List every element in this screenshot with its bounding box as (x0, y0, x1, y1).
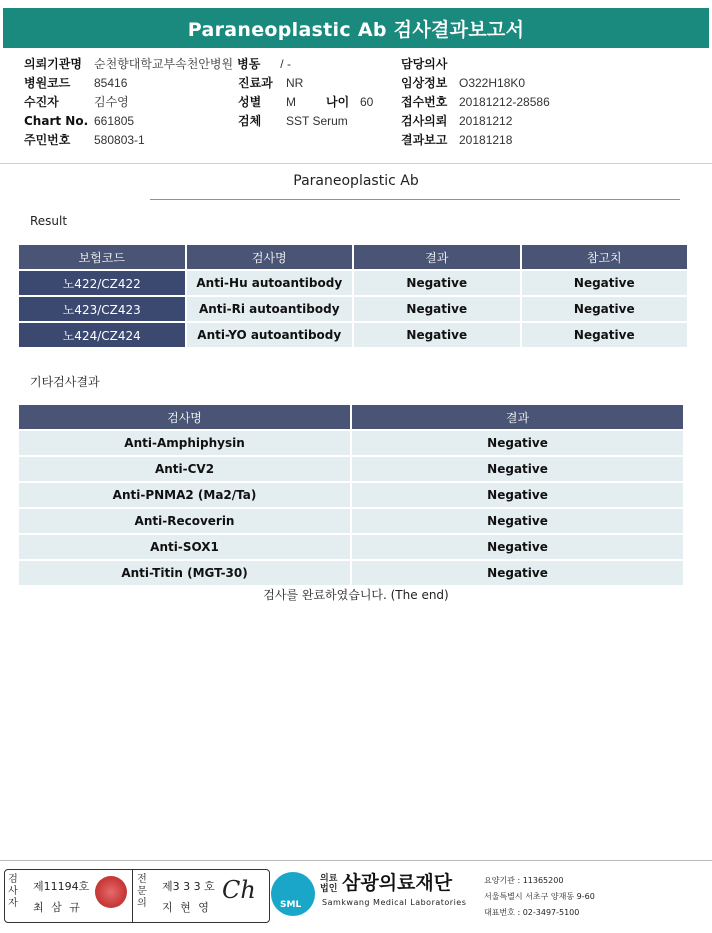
info-value: 580803-1 (94, 133, 145, 147)
info-value: O322H18K0 (459, 76, 526, 90)
reference-value: Negative (522, 297, 688, 321)
info-label: 검사의뢰 (401, 114, 448, 128)
org-contact (484, 873, 595, 921)
info-label: 결과보고 (401, 133, 448, 147)
patient-info-mid (238, 74, 373, 131)
table-row (19, 271, 687, 295)
signature: Ch (222, 876, 256, 904)
table-row (19, 431, 683, 455)
test-result: Negative (352, 431, 683, 455)
seal-stamp (95, 876, 127, 908)
other-results-label: 기타검사결과 (30, 375, 100, 389)
test-name: Anti-CV2 (19, 457, 350, 481)
test-name: Anti-SOX1 (19, 535, 350, 559)
org-prefix-top: 의료 (320, 874, 338, 884)
confirmer-label: 전문의 (137, 874, 147, 909)
info-value: 20181212 (459, 114, 513, 128)
result-table (17, 243, 689, 349)
test-name: Anti-Titin (MGT-30) (19, 561, 350, 585)
table-row (19, 457, 683, 481)
test-result: Negative (352, 509, 683, 533)
test-name: Anti-Hu autoantibody (187, 271, 353, 295)
address: 서울특별시 서초구 양재동 9-60 (484, 892, 595, 901)
confirmer-name: 지 현 영 (162, 901, 211, 914)
info-value: SST Serum (286, 114, 348, 128)
info-value: M (286, 95, 296, 109)
info-value: 김수영 (94, 95, 129, 109)
info-label: 성별 (238, 95, 262, 109)
test-name: Anti-Ri autoantibody (187, 297, 353, 321)
org-name-en: Samkwang Medical Laboratories (322, 898, 467, 907)
test-result: Negative (354, 323, 520, 347)
info-label: 담당의사 (401, 57, 448, 71)
info-label: 병원코드 (24, 76, 71, 90)
confirmer-license-no: 제3 3 3 호 (162, 880, 215, 893)
column-header: 검사명 (19, 405, 350, 429)
table-row (19, 483, 683, 507)
result-label: Result (30, 214, 68, 228)
org-name: 삼광의료재단 (342, 872, 453, 894)
table-row (19, 535, 683, 559)
table-row (19, 323, 687, 347)
column-header: 검사명 (187, 245, 353, 269)
org-prefix (320, 874, 337, 894)
insurance-code: 노424/CZ424 (19, 323, 185, 347)
table-row (19, 561, 683, 585)
age-label: 나이 (326, 95, 350, 109)
test-name: Anti-YO autoantibody (187, 323, 353, 347)
ward-label: 병동 (237, 57, 261, 71)
care-number: 요양기관 : 11365200 (484, 876, 564, 885)
column-header: 결과 (352, 405, 683, 429)
logo-abbr: SML (280, 900, 302, 910)
test-result: Negative (352, 561, 683, 585)
phone-number: 대표번호 : 02-3497-5100 (484, 908, 580, 917)
report-title: Paraneoplastic Ab 검사결과보고서 (3, 8, 709, 48)
reference-value: Negative (522, 271, 688, 295)
column-header: 결과 (354, 245, 520, 269)
test-name: Anti-Amphiphysin (19, 431, 350, 455)
test-result: Negative (354, 271, 520, 295)
divider (132, 869, 133, 923)
info-label: 검체 (238, 114, 262, 128)
info-label: 접수번호 (401, 95, 448, 109)
footer-divider (0, 860, 712, 861)
insurance-code: 노422/CZ422 (19, 271, 185, 295)
patient-info-right (401, 55, 550, 150)
info-label: 임상정보 (401, 76, 448, 90)
info-value: 순천향대학교부속천안병원 (94, 57, 234, 71)
info-value: NR (286, 76, 304, 90)
info-value: 20181218 (459, 133, 513, 147)
reference-value: Negative (522, 323, 688, 347)
info-value: 20181212-28586 (459, 95, 550, 109)
section-title: Paraneoplastic Ab (293, 173, 419, 189)
info-label: 수진자 (24, 95, 59, 109)
info-value: 85416 (94, 76, 128, 90)
org-prefix-bottom: 법인 (320, 884, 338, 894)
column-header: 보험코드 (19, 245, 185, 269)
other-results-table (17, 403, 685, 587)
table-header-row (19, 405, 683, 429)
test-name: Anti-Recoverin (19, 509, 350, 533)
ward-value: / - (280, 57, 291, 71)
info-label: 의뢰기관명 (24, 57, 82, 71)
test-result: Negative (354, 297, 520, 321)
tester-name: 최 삼 규 (33, 901, 82, 914)
test-result: Negative (352, 483, 683, 507)
divider (150, 199, 680, 200)
table-row (19, 297, 687, 321)
end-text: 검사를 완료하였습니다. (The end) (263, 588, 449, 602)
info-label: 주민번호 (24, 133, 71, 147)
tester-license-no: 제11194호 (33, 880, 90, 893)
tester-label: 검사자 (8, 874, 18, 909)
test-name: Anti-PNMA2 (Ma2/Ta) (19, 483, 350, 507)
info-value: 661805 (94, 114, 135, 128)
info-label: Chart No. (24, 114, 89, 128)
info-label: 진료과 (238, 76, 273, 90)
table-header-row (19, 245, 687, 269)
test-result: Negative (352, 535, 683, 559)
insurance-code: 노423/CZ423 (19, 297, 185, 321)
column-header: 참고치 (522, 245, 688, 269)
table-row (19, 509, 683, 533)
age-value: 60 (360, 95, 374, 109)
test-result: Negative (352, 457, 683, 481)
divider (0, 163, 712, 164)
